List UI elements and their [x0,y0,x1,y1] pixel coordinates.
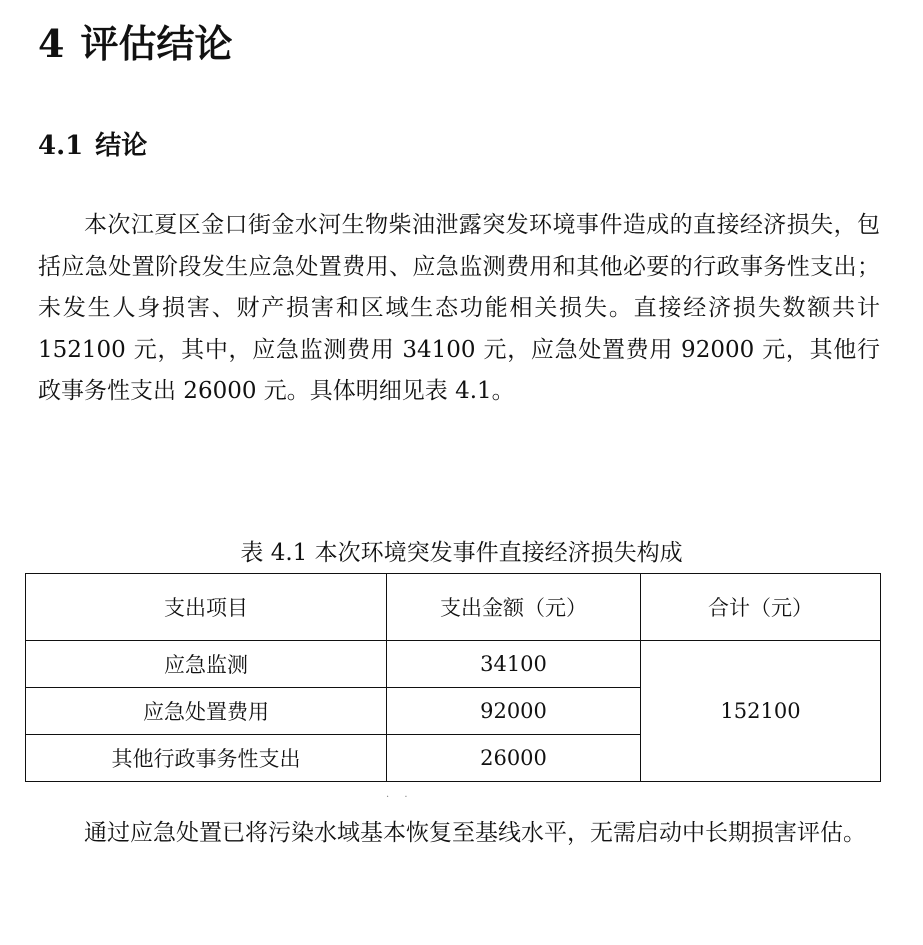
row-amount: 26000 [387,735,641,782]
loss-breakdown-table [25,573,881,782]
total-cell: 152100 [641,641,881,782]
scan-artifact: · · [386,792,414,803]
header-total: 合计（元） [641,574,881,641]
header-expense-item: 支出项目 [26,574,387,641]
chapter-title: 评估结论 [80,21,233,66]
table-caption: 表 4.1 本次环境突发事件直接经济损失构成 [240,540,683,566]
section-title: 结论 [95,131,148,161]
final-paragraph: 通过应急处置已将污染水域基本恢复至基线水平，无需启动中长期损害评估。 [84,820,866,846]
row-item: 其他行政事务性支出 [26,735,387,782]
table-row [26,641,881,688]
section-heading [38,128,147,164]
row-item: 应急处置费用 [26,688,387,735]
conclusion-paragraph: 本次江夏区金口街金水河生物柴油泄露突发环境事件造成的直接经济损失，包括应急处置阶段发生应急处置费用、应急监测费用和其他必要的行政事务性支出；未发生人身损害、财产损害和区域生态功能相关损失。直接经济损失数额共计 152100 元，其中，应急监测费用 34100 元，应急处置费用 92000 元，其他行政事务性支出 26000 元。具体明细见表 4.1。 [38,212,880,404]
chapter-number: 4 [38,21,65,66]
row-amount: 34100 [387,641,641,688]
row-amount: 92000 [387,688,641,735]
header-expense-amount: 支出金额（元） [387,574,641,641]
section-number: 4.1 [38,131,84,161]
chapter-heading [38,18,232,70]
table-header-row [26,574,881,641]
row-item: 应急监测 [26,641,387,688]
